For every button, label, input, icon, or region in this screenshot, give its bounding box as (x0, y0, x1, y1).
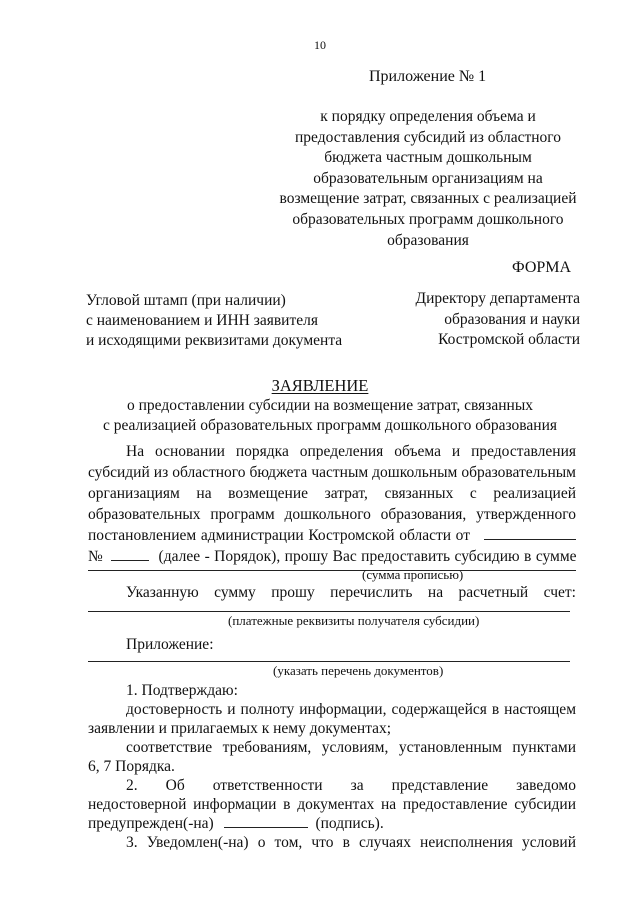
body-line: недостоверной информации в документах на предоставление субсидии (88, 796, 576, 813)
appendix-line: образования (387, 231, 469, 249)
appendix-line: возмещение затрат, связанных с реализацией (279, 190, 577, 208)
number-sign: № (88, 548, 103, 565)
sum-blank-line (88, 570, 576, 571)
body-line: На основании порядка определения объема и предоставления (126, 443, 576, 460)
requisites-blank-line (88, 611, 570, 612)
body-line-text: (подпись). (315, 815, 384, 832)
addressee-block (400, 289, 580, 351)
documents-blank-line (88, 661, 570, 662)
number-blank (111, 548, 149, 561)
appendix-line: к порядку определения объема и (320, 108, 536, 125)
body-line: соответствие требованиям, условиям, установленным пунктами (126, 739, 576, 756)
body-line: субсидий из областного бюджета частным дошкольным образовательным (88, 464, 576, 481)
body-line-text: предупрежден(-на) (88, 815, 214, 832)
stamp-line: с наименованием и ИНН заявителя (86, 312, 318, 329)
appendix-line: бюджета частным дошкольным (324, 149, 532, 167)
form-label: ФОРМА (512, 259, 572, 276)
statement-subtitle (60, 396, 600, 436)
statement-title: ЗАЯВЛЕНИЕ (271, 376, 369, 395)
body-line-with-signature-blank (88, 815, 384, 833)
appendix-line: образовательных программ дошкольного (292, 210, 564, 228)
body-line: Приложение: (126, 636, 214, 653)
page-number: 10 (314, 38, 326, 52)
body-line: заявлении и прилагаемых к нему документах; (88, 720, 392, 737)
caption-docs: (указать перечень документов) (273, 663, 444, 678)
body-line-with-date-blank (88, 527, 576, 545)
addressee-line: Директору департамента (415, 290, 580, 307)
appendix-title: Приложение № 1 (369, 68, 487, 85)
body-line: Указанную сумму прошу перечислить на расчетный счет: (126, 584, 576, 601)
body-line-text: постановлением администрации Костромской области от (88, 527, 470, 544)
body-line: организациям на возмещение затрат, связанных с реализацией (88, 485, 576, 502)
body-line: достоверность и полноту информации, содержащейся в настоящем (126, 701, 576, 718)
signature-blank (224, 815, 308, 828)
addressee-line: образования и науки (444, 310, 580, 328)
corner-stamp-block (86, 291, 342, 351)
stamp-line: Угловой штамп (при наличии) (86, 292, 286, 309)
addressee-line: Костромской области (438, 331, 580, 348)
body-line: 2. Об ответственности за представление заведомо (126, 777, 576, 794)
stamp-line: и исходящими реквизитами документа (86, 332, 343, 349)
appendix-annotation (268, 107, 588, 251)
body-line-with-number-blank (88, 548, 576, 566)
body-line: 1. Подтверждаю: (126, 682, 238, 699)
appendix-line: предоставления субсидий из областного (295, 128, 561, 146)
date-blank (484, 527, 576, 540)
caption-requisites: (платежные реквизиты получателя субсидии) (228, 613, 480, 628)
subtitle-line: о предоставлении субсидии на возмещение затрат, связанных (126, 397, 533, 414)
subtitle-line: с реализацией образовательных программ дошкольного образования (102, 417, 558, 434)
body-line: 6, 7 Порядка. (88, 758, 175, 775)
body-line: образовательных программ дошкольного образования, утвержденного (88, 506, 576, 523)
appendix-line: образовательным организациям на (313, 169, 543, 187)
caption-sum: (сумма прописью) (362, 567, 464, 582)
body-line: 3. Уведомлен(-на) о том, что в случаях неисполнения условий (126, 834, 576, 851)
body-line-text: (далее - Порядок), прошу Вас предоставить субсидию в сумме (158, 548, 577, 565)
